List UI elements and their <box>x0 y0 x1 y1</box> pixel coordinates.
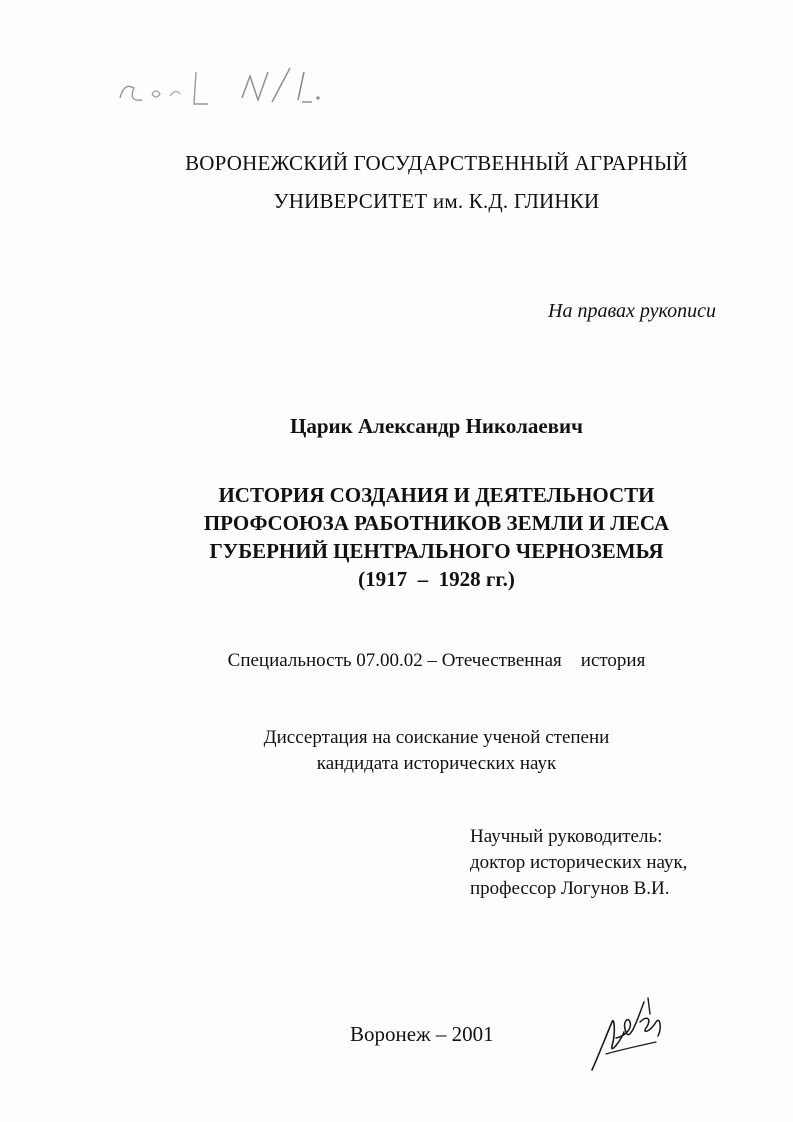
title-line-2: ПРОФСОЮЗА РАБОТНИКОВ ЗЕМЛИ И ЛЕСА <box>203 511 670 535</box>
specialty-line: Специальность 07.00.02 – Отечественная история <box>227 650 646 671</box>
city-year: Воронеж – 2001 <box>350 1022 494 1046</box>
handwritten-signature <box>586 992 676 1074</box>
institution-line-1: ВОРОНЕЖСКИЙ ГОСУДАРСТВЕННЫЙ АГРАРНЫЙ <box>185 151 688 175</box>
supervisor-line-1: Научный руководитель: <box>470 826 663 847</box>
title-line-3: ГУБЕРНИЙ ЦЕНТРАЛЬНОГО ЧЕРНОЗЕМЬЯ <box>209 539 664 563</box>
dissertation-line-2: кандидата исторических наук <box>316 753 557 774</box>
title-line-1: ИСТОРИЯ СОЗДАНИЯ И ДЕЯТЕЛЬНОСТИ <box>218 483 655 507</box>
institution-line-2: УНИВЕРСИТЕТ им. К.Д. ГЛИНКИ <box>273 189 600 213</box>
handwritten-archive-mark <box>112 58 342 128</box>
rights-note: На правах рукописи <box>548 300 716 322</box>
dissertation-line-1: Диссертация на соискание ученой степени <box>263 727 610 748</box>
title-line-4: (1917 – 1928 гг.) <box>358 567 515 591</box>
author-name: Царик Александр Николаевич <box>290 414 583 438</box>
supervisor-line-3: профессор Логунов В.И. <box>470 878 670 899</box>
supervisor-line-2: доктор исторических наук, <box>470 852 688 873</box>
